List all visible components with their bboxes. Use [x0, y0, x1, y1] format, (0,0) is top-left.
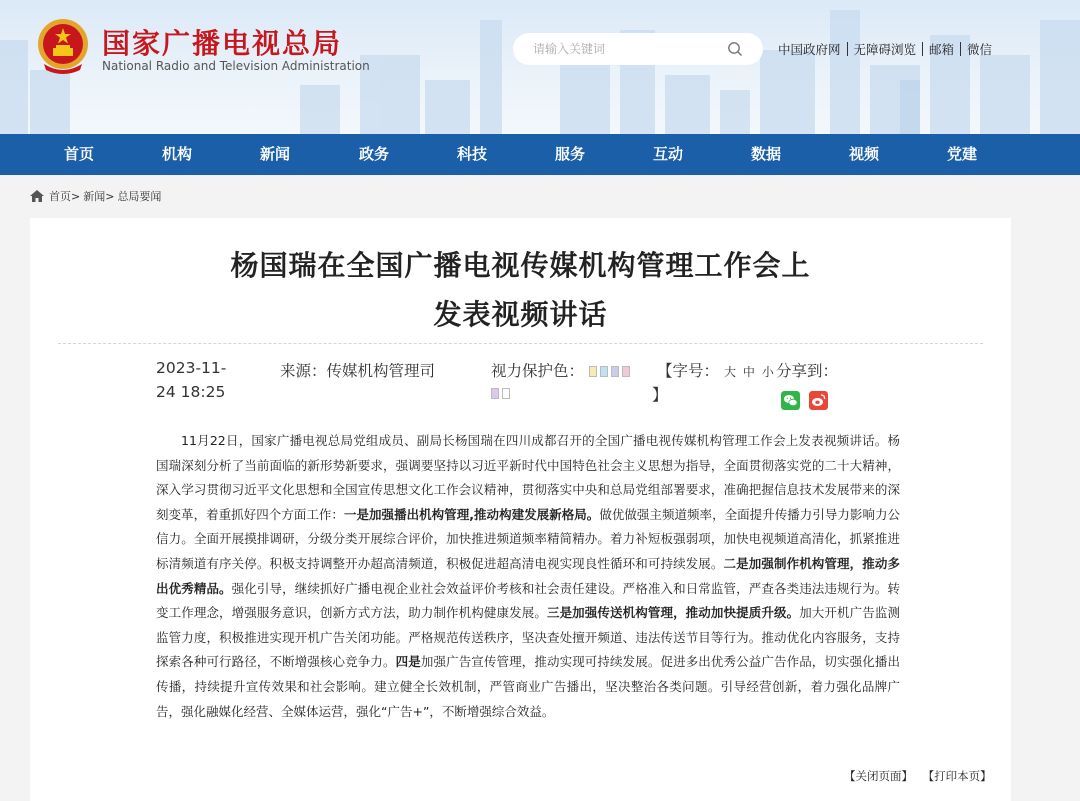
- body-bold-segment: 二是加强制作机构管理，推动多出优秀精品。: [156, 555, 900, 596]
- national-emblem-icon: [36, 18, 90, 76]
- eye-care-swatch-purple[interactable]: [491, 388, 499, 399]
- article-title-line2: 发表视频讲话: [433, 298, 608, 331]
- nav-item-home[interactable]: 首页: [63, 145, 94, 163]
- link-divider: [960, 42, 961, 56]
- nav-item-institutions[interactable]: 机构: [161, 145, 192, 163]
- print-page-link[interactable]: 【打印本页】: [922, 769, 992, 783]
- nav-item-data[interactable]: 数据: [750, 145, 781, 163]
- body-bold-segment: 一是加强播出机构管理,推动构建发展新格局。: [343, 506, 600, 522]
- site-subtitle: National Radio and Television Administration: [102, 59, 370, 73]
- font-size-control: [657, 359, 776, 381]
- search-box: [513, 33, 763, 65]
- link-divider: [922, 42, 923, 56]
- eye-care-label: 视力保护色：: [491, 362, 585, 380]
- body-segment: 11月22日，国家广播电视总局党组成员、副局长杨国瑞在四川成都召开的全国广播电视传媒机构管理工作会上发表视频讲话。杨国瑞深刻分析了当前面临的新形势新要求，强调要坚持以习近平新时代中国特色社会主义思想为指导，全面贯彻落实党的二十大精神，深入学习贯彻习近平文化思想和全国宣传思想文化工作会议精神，贯彻落实中央和总局党组部署要求，准确把握信息技术发展带来的深刻变革，着重抓好四个方面工作：: [156, 433, 900, 522]
- site-title: 国家广播电视总局: [102, 27, 343, 60]
- source-value: 传媒机构管理司: [326, 362, 436, 380]
- wechat-icon[interactable]: [781, 391, 800, 410]
- nav-item-government-affairs[interactable]: 政务: [358, 145, 389, 163]
- breadcrumb-separator: >: [105, 189, 115, 203]
- body-bold-segment: 三是加强传送机构管理，推动加快提质升级。: [546, 605, 800, 621]
- nav-item-video[interactable]: 视频: [848, 145, 879, 163]
- eye-care-colors-row2: [491, 384, 513, 402]
- title-divider: [58, 343, 983, 344]
- nav-item-services[interactable]: 服务: [554, 145, 585, 163]
- weibo-icon[interactable]: [809, 391, 828, 410]
- nav-item-news[interactable]: 新闻: [259, 145, 290, 163]
- article-footer-links: [838, 768, 992, 784]
- home-icon: [30, 190, 44, 202]
- gov-portal-link[interactable]: 中国政府网: [778, 42, 841, 57]
- body-segment: 强化引导，继续抓好广播电视企业社会效益评价考核和社会责任建设。严格准入和日常监管，严查各类违法违规行为。转变工作理念，增强服务意识，创新方式方法，助力制作机构健康发展。: [156, 580, 900, 621]
- font-size-close-bracket: 】: [652, 386, 668, 404]
- body-segment: 加大开机广告监测监管力度，积极推进实现开机广告关闭功能。严格规范传送秩序，坚决查处擅开频道、违法传送节目等行为。推动优化内容服务，支持探索各种可行路径，不断增强核心竞争力。: [156, 605, 900, 670]
- search-input[interactable]: [533, 33, 723, 65]
- eye-care-swatch-pink[interactable]: [622, 366, 630, 377]
- mailbox-link[interactable]: 邮箱: [929, 42, 955, 57]
- link-divider: [847, 42, 848, 56]
- article-body: [156, 429, 900, 724]
- close-page-link[interactable]: 【关闭页面】: [844, 769, 913, 783]
- eye-care-swatch-yellow[interactable]: [589, 366, 597, 377]
- publish-date-line1: 2023-11-: [156, 359, 227, 377]
- eye-care-swatch-lavender[interactable]: [611, 366, 619, 377]
- wechat-link[interactable]: 微信: [967, 42, 993, 57]
- nav-item-interaction[interactable]: 互动: [652, 145, 683, 163]
- breadcrumb-news[interactable]: 新闻: [83, 190, 106, 203]
- search-icon[interactable]: [727, 41, 743, 57]
- font-size-label: 【字号：: [657, 362, 720, 380]
- font-size-small-button[interactable]: 小: [761, 365, 774, 379]
- article-title-line1: 杨国瑞在全国广播电视传媒机构管理工作会上: [230, 249, 811, 282]
- eye-care-swatch-blue[interactable]: [600, 366, 608, 377]
- share-label: 分享到：: [776, 362, 839, 380]
- eye-care-swatch-white[interactable]: [502, 388, 510, 399]
- font-size-medium-button[interactable]: 中: [742, 365, 755, 379]
- article-container: [30, 218, 1011, 801]
- publish-date-line2: 24 18:25: [156, 383, 226, 401]
- top-links: [778, 40, 992, 58]
- article-source: [280, 359, 435, 381]
- breadcrumb-separator: >: [71, 189, 81, 203]
- font-size-large-button[interactable]: 大: [723, 365, 736, 379]
- accessibility-link[interactable]: 无障碍浏览: [853, 42, 917, 57]
- body-bold-segment: 四是: [395, 654, 421, 670]
- site-header: [0, 0, 1080, 134]
- main-nav: [0, 134, 1080, 175]
- breadcrumb: [30, 188, 161, 204]
- body-segment: 加强广告宣传管理，推动实现可持续发展。促进多出优秀公益广告作品，切实强化播出传播，持续提升宣传效果和社会影响。建立健全长效机制，严管商业广告播出，坚决整治各类问题。引导经营创新，着力强化品牌广告，强化融媒化经营、全媒体运营，强化“广告+”，不断增强综合效益。: [156, 654, 900, 719]
- source-label: 来源：: [280, 362, 327, 380]
- breadcrumb-home[interactable]: 首页: [49, 190, 71, 203]
- nav-item-party-building[interactable]: 党建: [946, 145, 977, 163]
- eye-care-colors: [491, 359, 633, 381]
- body-segment: 做优做强主频道频率，全面提升传播力引导力影响力公信力。全面开展摸排调研，分级分类开展综合评价，加快推进频道频率精简精办。着力补短板强弱项，加快电视频道高清化，抓紧推进标清频道有序关停。积极支持调整开办超高清频道，积极促进超高清电视实现良性循环和可持续发展。: [156, 506, 900, 571]
- breadcrumb-headlines[interactable]: 总局要闻: [117, 190, 162, 203]
- nav-item-technology[interactable]: 科技: [456, 145, 487, 163]
